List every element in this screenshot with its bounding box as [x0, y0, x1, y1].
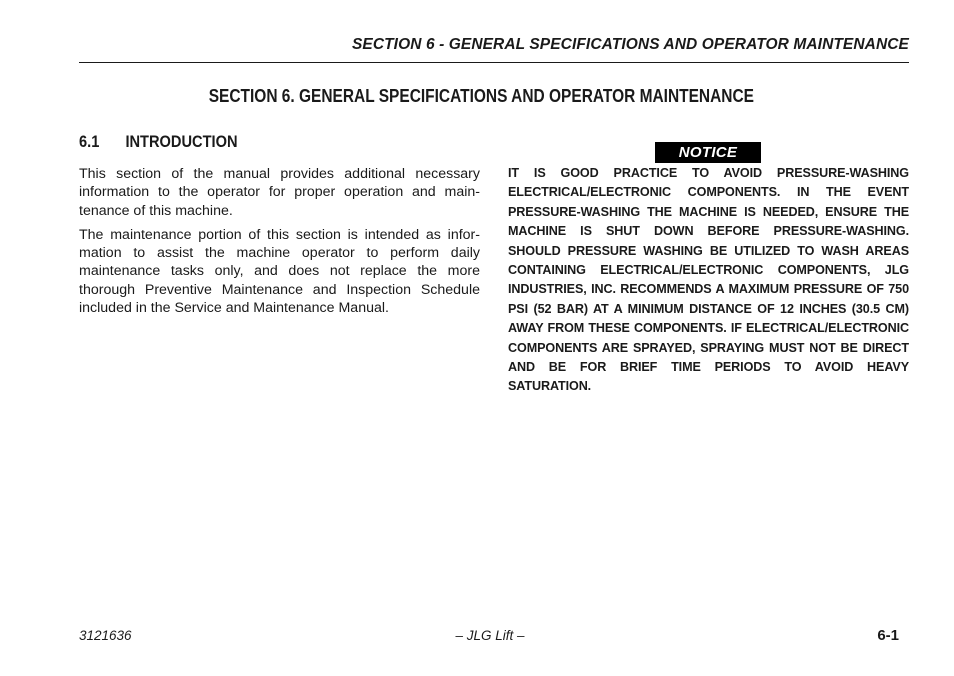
left-column — [79, 165, 480, 323]
notice-label: NOTICE — [655, 142, 761, 163]
running-header: SECTION 6 - GENERAL SPECIFICATIONS AND OPERATOR MAINTENANCE — [351, 36, 909, 53]
footer-doc-number: 3121636 — [79, 628, 132, 643]
subsection-number: 6.1 — [79, 132, 100, 151]
footer-center: – JLG Lift – — [455, 628, 525, 643]
notice-text: IT IS GOOD PRACTICE TO AVOID PRESSURE-WASHING ELECTRICAL/ELECTRONIC COMPONENTS. IN THE EVENT PRESSURE-WASHING THE MACHINE IS NEEDED, ENSURE THE MACHINE IS SHUT DOWN BEFORE PRESSURE-WASHING. SHOULD PRESSURE WASHING BE UTILIZED TO WASH AREAS CONTAINING ELECTRICAL/ELECTRONIC COMPONENTS, JLG INDUSTRIES, INC. RECOMMENDS A MAXIMUM PRESSURE OF 750 PSI (52 BAR) AT A MINIMUM DISTANCE OF 12 INCHES (30.5 CM) AWAY FROM THESE COMPONENTS. IF ELECTRICAL/ELECTRONIC COMPONENTS ARE SPRAYED, SPRAYING MUST NOT BE DIRECT AND BE FOR BRIEF TIME PERIODS TO AVOID HEAVY SATURATION. — [508, 166, 909, 394]
paragraph-2: The maintenance portion of this section is intended as information to assist the machine operator to perform daily maintenance tasks only, and does not replace the more thorough Preventive Maintenance and Inspection Schedule included in the Service and Maintenance Manual. — [79, 226, 480, 317]
subsection-title: INTRODUCTION — [125, 132, 238, 151]
paragraph-1: This section of the manual provides additional necessary information to the operator for proper operation and maintenance of this machine. — [79, 166, 480, 219]
header-rule — [79, 62, 909, 63]
page-number: 6-1 — [877, 627, 899, 644]
subsection-heading — [79, 132, 238, 152]
section-title: SECTION 6. GENERAL SPECIFICATIONS AND OPERATOR MAINTENANCE — [208, 86, 754, 106]
notice-body — [508, 164, 909, 397]
